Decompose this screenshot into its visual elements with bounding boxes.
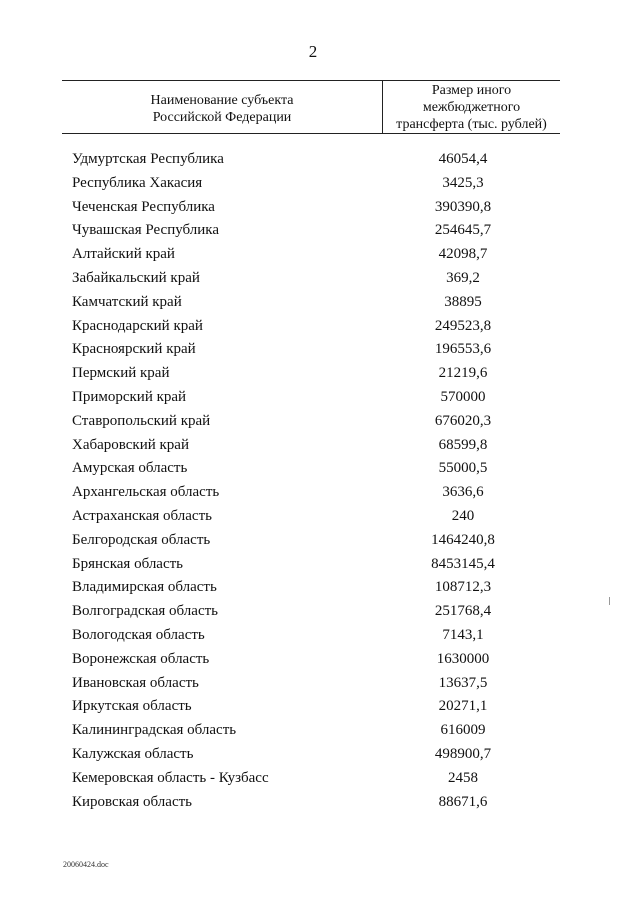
table-row [0, 172, 640, 196]
table-row [0, 624, 640, 648]
transfer-amount: 570000 [440, 388, 486, 405]
table-row [0, 410, 640, 434]
transfer-amount: 3425,3 [442, 174, 484, 191]
subject-name: Ивановская область [72, 674, 199, 691]
margin-mark [609, 597, 610, 605]
subject-name: Архангельская область [72, 484, 220, 501]
subject-name: Амурская область [72, 460, 188, 477]
table-body [0, 148, 640, 814]
transfer-amount: 616009 [440, 722, 486, 739]
table-row [0, 338, 640, 362]
subject-name: Белгородская область [72, 531, 211, 548]
transfer-amount: 676020,3 [434, 412, 492, 429]
subject-name: Пермский край [72, 365, 170, 382]
transfer-amount: 46054,4 [438, 151, 488, 167]
transfer-amount: 55000,5 [438, 460, 488, 477]
transfer-amount: 369,2 [446, 269, 480, 286]
table-row [0, 315, 640, 339]
column-header-transfer-amount: Размер иного межбюджетного трансферта (тыс. рублей) [396, 83, 547, 132]
subject-name: Удмуртская Республика [72, 151, 224, 167]
transfer-amount: 390390,8 [434, 198, 492, 215]
subject-name: Хабаровский край [72, 436, 189, 453]
table-row [0, 672, 640, 696]
transfer-amount: 249523,8 [434, 317, 492, 334]
table-row [0, 148, 640, 172]
subject-name: Кировская область [72, 793, 193, 810]
table-row [0, 719, 640, 743]
transfer-amount: 21219,6 [438, 365, 488, 382]
table-header-bottom-rule [62, 133, 560, 134]
transfer-amount: 38895 [444, 293, 482, 310]
transfer-amount: 196553,6 [434, 341, 492, 358]
table-row [0, 529, 640, 553]
table-row [0, 291, 640, 315]
page-number: 2 [308, 42, 318, 61]
transfer-amount: 8453145,4 [431, 555, 495, 572]
subject-name: Кемеровская область - Кузбасс [72, 769, 269, 786]
subject-name: Красноярский край [72, 341, 196, 358]
table-row [0, 600, 640, 624]
table-row [0, 434, 640, 458]
table-row [0, 196, 640, 220]
subject-name: Краснодарский край [72, 317, 203, 334]
subject-name: Камчатский край [72, 293, 182, 310]
transfer-amount: 498900,7 [434, 745, 492, 762]
subject-name: Калининградская область [72, 722, 237, 739]
table-row [0, 386, 640, 410]
transfer-amount: 240 [451, 507, 475, 524]
transfer-amount: 1630000 [436, 650, 490, 667]
table-row [0, 243, 640, 267]
table-row [0, 767, 640, 791]
transfer-amount: 42098,7 [438, 246, 488, 263]
table-row [0, 481, 640, 505]
subject-name: Владимирская область [72, 579, 217, 596]
table-row [0, 576, 640, 600]
subject-name: Чеченская Республика [72, 198, 215, 215]
table-row [0, 695, 640, 719]
subject-name: Чувашская Республика [72, 222, 220, 239]
subject-name: Алтайский край [72, 246, 175, 263]
subject-name: Ставропольский край [72, 412, 211, 429]
subject-name: Республика Хакасия [72, 174, 203, 191]
table-row [0, 267, 640, 291]
transfer-amount: 2458 [448, 769, 478, 786]
subject-name: Забайкальский край [72, 269, 200, 286]
transfer-amount: 251768,4 [434, 603, 492, 620]
subject-name: Иркутская область [72, 698, 192, 715]
subject-name: Воронежская область [72, 650, 210, 667]
footer-filename: 20060424.doc [63, 860, 109, 869]
table-row [0, 648, 640, 672]
subject-name: Приморский край [72, 388, 187, 405]
transfer-amount: 13637,5 [438, 674, 488, 691]
transfer-amount: 3636,6 [442, 484, 484, 501]
subject-name: Волгоградская область [72, 603, 218, 620]
table-row [0, 219, 640, 243]
transfer-amount: 88671,6 [438, 793, 488, 810]
table-row [0, 791, 640, 815]
transfer-amount: 68599,8 [438, 436, 488, 453]
table-row [0, 505, 640, 529]
table-row [0, 362, 640, 386]
subject-name: Вологодская область [72, 626, 205, 643]
table-row [0, 553, 640, 577]
subject-name: Калужская область [72, 745, 194, 762]
transfer-amount: 1464240,8 [431, 531, 495, 548]
subject-name: Астраханская область [72, 507, 212, 524]
transfer-amount: 20271,1 [438, 698, 488, 715]
table-top-rule [62, 80, 560, 81]
table-row [0, 457, 640, 481]
table-row [0, 743, 640, 767]
subject-name: Брянская область [72, 555, 184, 572]
transfer-amount: 7143,1 [442, 626, 484, 643]
column-header-subject: Наименование субъекта Российской Федерации [150, 93, 294, 125]
transfer-amount: 254645,7 [434, 222, 492, 239]
transfer-amount: 108712,3 [434, 579, 492, 596]
